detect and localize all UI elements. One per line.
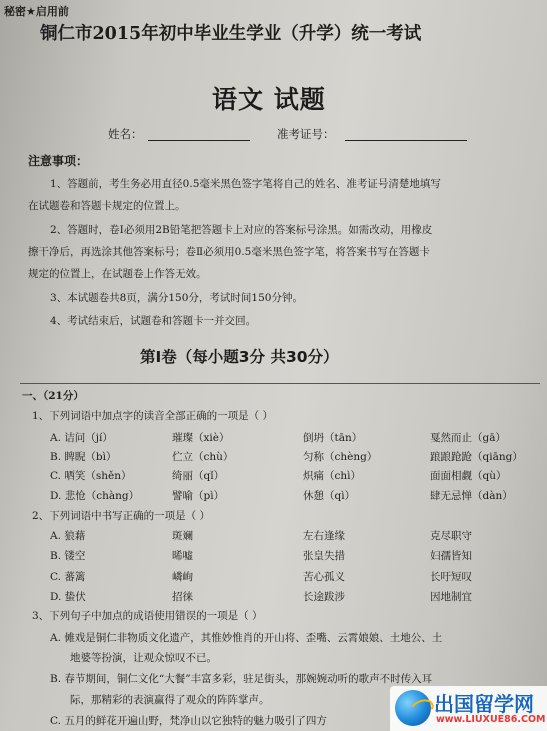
watermark-url: www.LIUXUE86.COM (436, 714, 546, 725)
notice-line: 4、考试结束后，试题卷和答题卡一并交回。 (50, 315, 257, 327)
option-d-word: 招徕 (172, 591, 193, 603)
globe-logo-icon (395, 690, 431, 726)
watermark-site-name: 出国留学网 (434, 692, 534, 716)
option-b-word: 晞嘘 (172, 550, 193, 562)
site-watermark (390, 686, 547, 731)
option-b-cont: 际，那精彩的表演赢得了观众的阵阵掌声。 (70, 694, 270, 706)
divider (20, 383, 540, 384)
option-a-word: 克尽职守 (430, 530, 472, 542)
option-c-word: 苦心孤义 (303, 571, 345, 583)
option-c-word: 面面相觑（qù） (430, 470, 507, 482)
option-d-word: 因地制宜 (430, 591, 472, 603)
option-d-word: 譬喻（pì） (172, 490, 225, 502)
option-a: A. 狼藉 (50, 530, 86, 542)
notice-line: 规定的位置上，在试题卷上作答无效。 (28, 268, 207, 280)
option-c: C. 哂笑（shěn） (50, 470, 132, 482)
option-a-word: 左右逢缘 (303, 530, 345, 542)
option-c: C. 蕃篱 (50, 571, 86, 583)
option-c-word: 炽痛（chì） (303, 470, 362, 482)
option-d-word: 肆无忌惮（dàn） (430, 490, 513, 502)
option-a-word: 斑斓 (172, 530, 193, 542)
option-a: A. 诘问（jí） (50, 432, 113, 444)
id-blank (345, 140, 467, 141)
notice-line: 在试题卷和答题卡规定的位置上。 (28, 200, 186, 212)
option-b-word: 踉踉跄跄（qiāng） (430, 451, 523, 463)
question-stem: 1、下列词语中加点字的读音全部正确的一项是（ ） (32, 410, 274, 422)
part-heading: 一、（21分） (22, 390, 84, 402)
notice-line: 2、答题时，卷Ⅰ必须用2B铅笔把答题卡上对应的答案标号涂黑。如需改动，用橡皮 (50, 224, 433, 236)
option-b: B. 镂空 (50, 550, 86, 562)
option-a: A. 傩戏是铜仁非物质文化遗产，其惟妙惟肖的开山将、歪嘴、云霄娘娘、土地公、土 (50, 632, 443, 644)
question-stem: 3、下列句子中加点的成语使用错误的一项是（ ） (32, 610, 263, 622)
exam-title: 铜仁市2015年初中毕业生学业（升学）统一考试 (40, 24, 422, 44)
option-b: B. 春节期间，铜仁文化“大餐”丰富多彩，驻足街头，那婉婉动听的歌声不时传入耳 (50, 673, 433, 685)
notice-line: 擦干净后，再选涂其他答案标号；卷Ⅱ必须用0.5毫米黑色签字笔，将答案书写在答题卡 (28, 246, 430, 258)
subject-title: 语文 试题 (212, 85, 326, 114)
option-b-word: 匀称（chèng） (303, 451, 378, 463)
option-c-word: 绮丽（qǐ） (172, 470, 225, 482)
id-label: 准考证号： (277, 127, 335, 141)
option-d-word: 休憩（qì） (303, 490, 356, 502)
option-a-word: 璀璨（xiè） (172, 432, 230, 444)
option-a-word: 戛然而止（gā） (430, 432, 506, 444)
option-a-cont: 地婆等扮演，让观众惊叹不已。 (70, 652, 217, 664)
option-b-word: 妇孺皆知 (430, 550, 472, 562)
option-c-word: 嶙峋 (172, 571, 193, 583)
name-label: 姓名： (108, 127, 143, 141)
option-b-word: 张皇失措 (303, 550, 345, 562)
option-d: D. 悲怆（chàng） (50, 490, 140, 502)
notice-line: 1、答题前，考生务必用直径0.5毫米黑色签字笔将自己的姓名、准考证号清楚地填写 (50, 178, 441, 190)
option-c-word: 长吁短叹 (430, 571, 472, 583)
option-b-word: 伫立（chù） (172, 451, 234, 463)
notice-line: 3、本试题卷共8页，满分150分，考试时间150分钟。 (50, 292, 303, 304)
question-stem: 2、下列词语中书写正确的一项是（ ） (32, 510, 211, 522)
notice-heading: 注意事项： (28, 154, 89, 168)
option-d-word: 长途跋涉 (303, 591, 345, 603)
option-b: B. 睥睨（bì） (50, 451, 117, 463)
option-a-word: 倒坍（tān） (303, 432, 363, 444)
option-c: C. 五月的鲜花开遍山野，梵净山以它独特的魅力吸引了四方 (50, 715, 327, 727)
secret-mark: 秘密★启用前 (4, 5, 69, 18)
name-blank (148, 140, 250, 141)
section-title: 第Ⅰ卷（每小题3分 共30分） (140, 348, 339, 366)
option-d: D. 蛰伏 (50, 591, 86, 603)
